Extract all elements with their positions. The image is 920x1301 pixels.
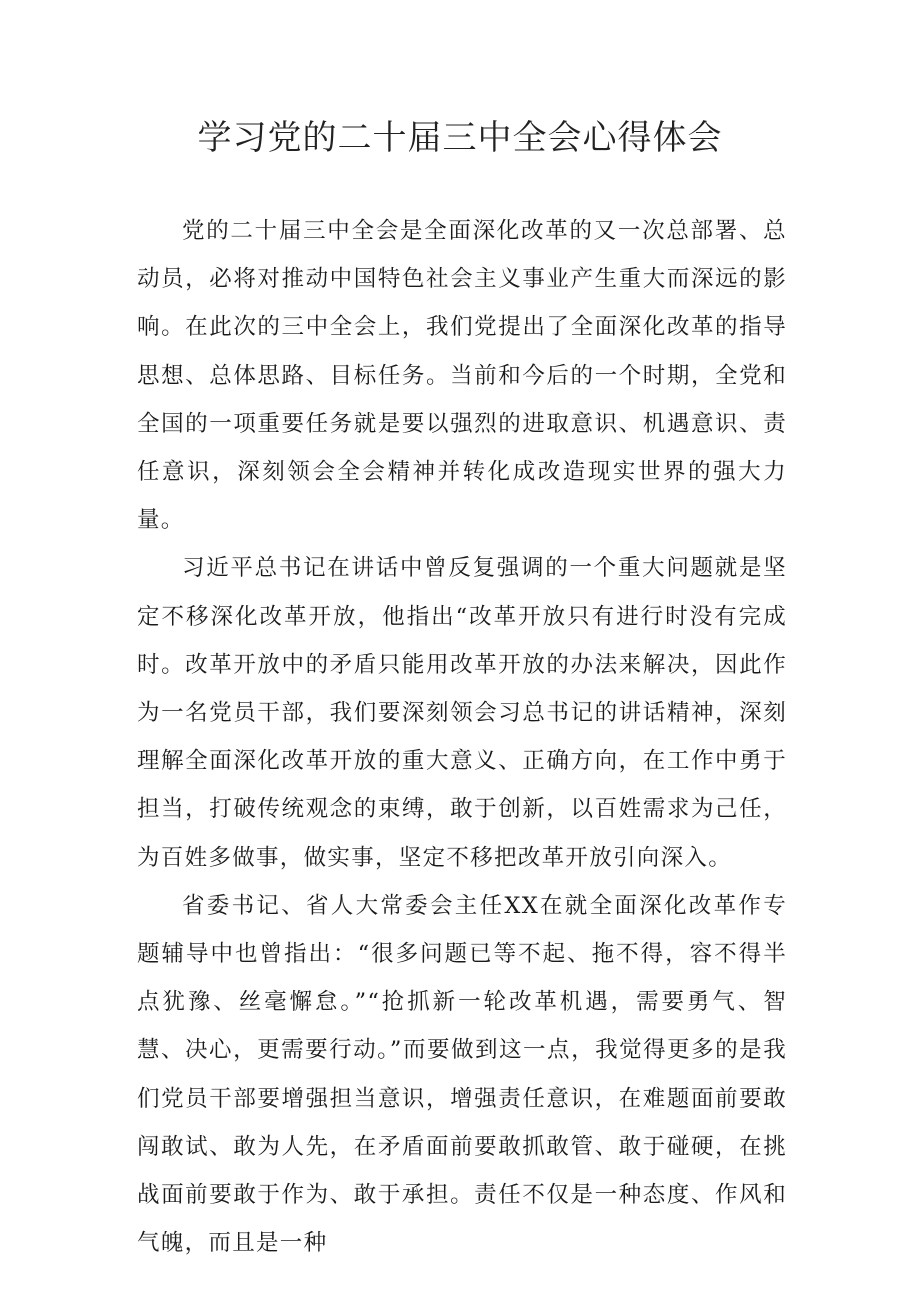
paragraph-1: 党的二十届三中全会是全面深化改革的又一次总部署、总动员，必将对推动中国特色社会主义事业产生重大而深远的影响。在此次的三中全会上，我们党提出了全面深化改革的指导思想、总体思路、目标任务。当前和今后的一个时期，全党和全国的一项重要任务就是要以强烈的进取意识、机遇意识、责任意识，深刻领会全会精神并转化成改造现实世界的强大力量。 (137, 218, 787, 534)
document-body (137, 207, 787, 1267)
document-title: 学习党的二十届三中全会心得体会 (197, 118, 723, 158)
paragraph-3: 省委书记、省人大常委会主任XX在就全面深化改革作专题辅导中也曾指出：“很多问题已等不起、拖不得，容不得半点犹豫、丝毫懈怠。”“抢抓新一轮改革机遇，需要勇气、智慧、决心，更需要行动。”而要做到这一点，我觉得更多的是我们党员干部要增强担当意识，增强责任意识，在难题面前要敢闯敢试、敢为人先，在矛盾面前要敢抓敢管、敢于碰硬，在挑战面前要敢于作为、敢于承担。责任不仅是一种态度、作风和气魄，而且是一种 (137, 892, 787, 1257)
paragraph-2: 习近平总书记在讲话中曾反复强调的一个重大问题就是坚定不移深化改革开放，他指出“改革开放只有进行时没有完成时。改革开放中的矛盾只能用改革开放的办法来解决，因此作为一名党员干部，我们要深刻领会习总书记的讲话精神，深刻理解全面深化改革开放的重大意义、正确方向，在工作中勇于担当，打破传统观念的束缚，敢于创新，以百姓需求为己任，为百姓多做事，做实事，坚定不移把改革开放引向深入。 (137, 555, 787, 871)
